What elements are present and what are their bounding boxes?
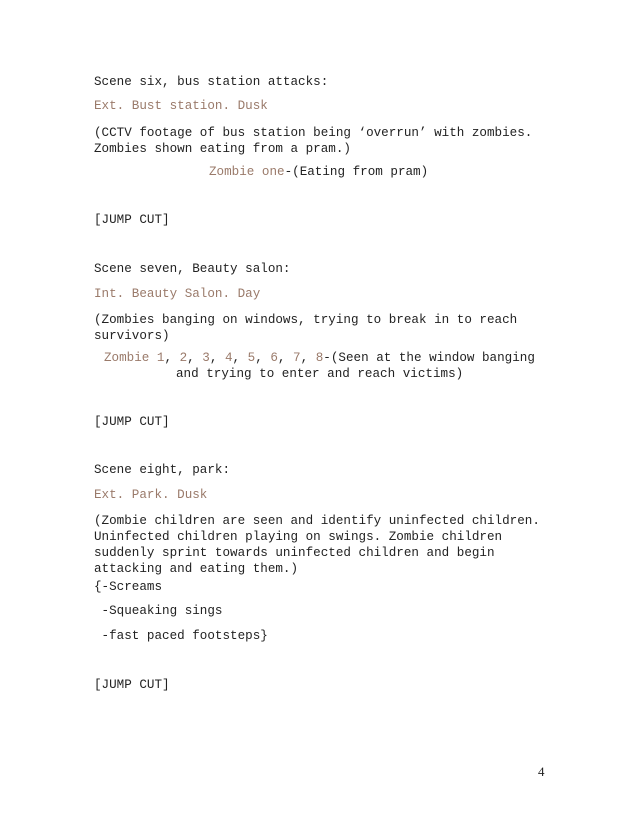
scene8-description-line4: attacking and eating them.)	[94, 562, 299, 576]
scene8-transition: [JUMP CUT]	[94, 678, 170, 692]
page-number: 4	[538, 764, 545, 779]
scene6-description-line2: Zombies shown eating from a pram.)	[94, 142, 351, 156]
scene6-heading: Scene six, bus station attacks:	[94, 75, 329, 89]
scene8-sfx-line3: -fast paced footsteps}	[94, 629, 268, 643]
scene6-slugline: Ext. Bust station. Dusk	[94, 99, 268, 113]
scene7-description-line1: (Zombies banging on windows, trying to break in to reach	[94, 313, 518, 327]
zombie-number: 2	[179, 351, 188, 365]
zombie-number: 4	[224, 351, 233, 365]
scene7-character-name: Zombie	[104, 351, 150, 365]
scene7-description-line2: survivors)	[94, 329, 170, 343]
scene8-description-line1: (Zombie children are seen and identify uninfected children.	[94, 514, 540, 528]
zombie-number: 6	[270, 351, 278, 365]
scene7-slugline: Int. Beauty Salon. Day	[94, 287, 261, 301]
scene8-slugline: Ext. Park. Dusk	[94, 488, 208, 502]
scene8-heading: Scene eight, park:	[94, 463, 231, 477]
scene8-sfx-line2: -Squeaking sings	[94, 604, 223, 618]
scene8-sfx-line1: {-Screams	[94, 580, 163, 594]
zombie-number: 8	[315, 351, 324, 365]
scene6-description-line1: (CCTV footage of bus station being ‘overrun’ with zombies.	[94, 126, 533, 140]
scene6-character-action: -(Eating from pram)	[284, 165, 429, 179]
zombie-number: 1	[156, 351, 165, 365]
scene6-character-line	[209, 164, 428, 180]
scene6-transition: [JUMP CUT]	[94, 213, 170, 227]
scene7-character-action-line2: and trying to enter and reach victims)	[176, 367, 464, 381]
zombie-number: 7	[293, 351, 301, 365]
scene7-transition: [JUMP CUT]	[94, 415, 170, 429]
zombie-number: 5	[247, 351, 256, 365]
scene8-description-line2: Uninfected children playing on swings. Zombie children	[94, 530, 503, 544]
scene6-character-name: Zombie one	[209, 165, 285, 179]
scene7-character-line: Zombie 1, 2, 3, 4, 5, 6, 7, 8-(Seen at the window banging	[104, 351, 535, 365]
scene7-character-action-line1: -(Seen at the window banging	[323, 351, 535, 365]
scene8-description-line3: suddenly sprint towards uninfected children and begin	[94, 546, 495, 560]
zombie-number: 3	[202, 351, 210, 365]
scene7-heading: Scene seven, Beauty salon:	[94, 262, 291, 276]
